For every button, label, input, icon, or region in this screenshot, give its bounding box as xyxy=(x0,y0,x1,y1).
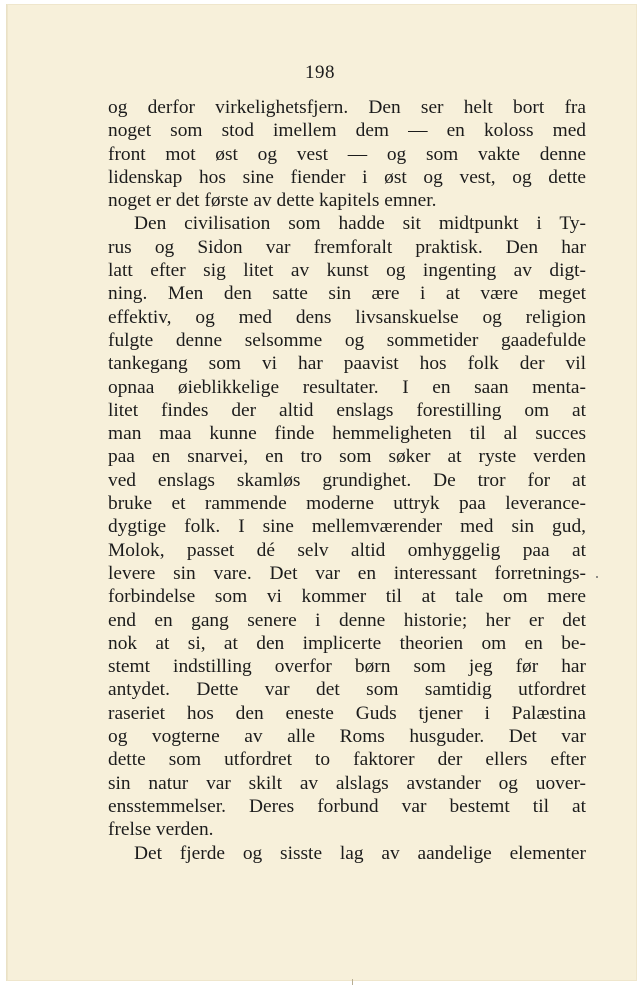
text-line: stemt indstilling overfor børn som jeg før har xyxy=(108,656,586,678)
text-line: tankegang som vi har paavist hos folk der vil xyxy=(108,353,586,375)
text-line: effektiv, og med dens livsanskuelse og religion xyxy=(108,306,586,328)
text-line: og derfor virkelighetsfjern. Den ser helt bort fra xyxy=(108,97,586,118)
text-line: Den civilisation som hadde sit midtpunkt i Ty- xyxy=(134,213,586,235)
text-line: sin natur var skilt av alslags avstander og uover- xyxy=(108,772,586,794)
text-line: antydet. Dette var det som samtidig utfordret xyxy=(108,679,586,701)
text-line: end en gang senere i denne historie; her er det xyxy=(108,609,586,631)
text-line: Det fjerde og sisste lag av aandelige elementer xyxy=(134,842,586,864)
text-line: paa en snarvei, en tro som søker at ryste verden xyxy=(108,446,586,468)
text-line: dette som utfordret to faktorer der ellers efter xyxy=(108,749,586,771)
text-line: lidenskap hos sine fiender i øst og vest, og dette xyxy=(108,166,586,188)
text-line: Molok, passet dé selv altid omhyggelig paa at xyxy=(108,539,586,561)
body-text xyxy=(108,96,586,865)
page-number: 198 xyxy=(305,62,335,83)
text-line: litet findes der altid enslags forestilling om at xyxy=(108,399,586,421)
text-line: dygtige folk. I sine mellemværender med sin gud, xyxy=(108,516,586,538)
text-line: noget er det første av dette kapitels emner. xyxy=(108,190,437,212)
text-line: fulgte denne selsomme og sommetider gaadefulde xyxy=(108,329,586,351)
text-line: noget som stod imellem dem — en koloss med xyxy=(108,120,586,142)
text-line: opnaa øieblikkelige resultater. I en saan menta- xyxy=(108,376,586,398)
text-line: nok at si, at den implicerte theorien om en be- xyxy=(108,632,586,654)
text-line: man maa kunne finde hemmeligheten til al succes xyxy=(108,423,586,445)
text-line: ning. Men den satte sin ære i at være meget xyxy=(108,283,586,305)
text-line: og vogterne av alle Roms husguder. Det var xyxy=(108,726,586,748)
text-line: rus og Sidon var fremforalt praktisk. Den har xyxy=(108,236,586,258)
text-line: ved enslags skamløs grundighet. De tror for at xyxy=(108,469,586,491)
text-line: ensstemmelser. Deres forbund var bestemt til at xyxy=(108,795,586,817)
text-line: latt efter sig litet av kunst og ingenting av digt- xyxy=(108,260,586,282)
text-line: levere sin vare. Det var en interessant forretnings- xyxy=(108,562,586,584)
page-edge-mark xyxy=(352,979,353,985)
text-line: forbindelse som vi kommer til at tale om mere xyxy=(108,586,586,608)
text-line: front mot øst og vest — og som vakte denne xyxy=(108,143,586,165)
text-line: frelse verden. xyxy=(108,819,214,841)
text-line: raseriet hos den eneste Guds tjener i Palæstina xyxy=(108,702,586,724)
margin-dot xyxy=(596,576,598,578)
text-line: bruke et rammende moderne uttryk paa leverance- xyxy=(108,493,586,515)
